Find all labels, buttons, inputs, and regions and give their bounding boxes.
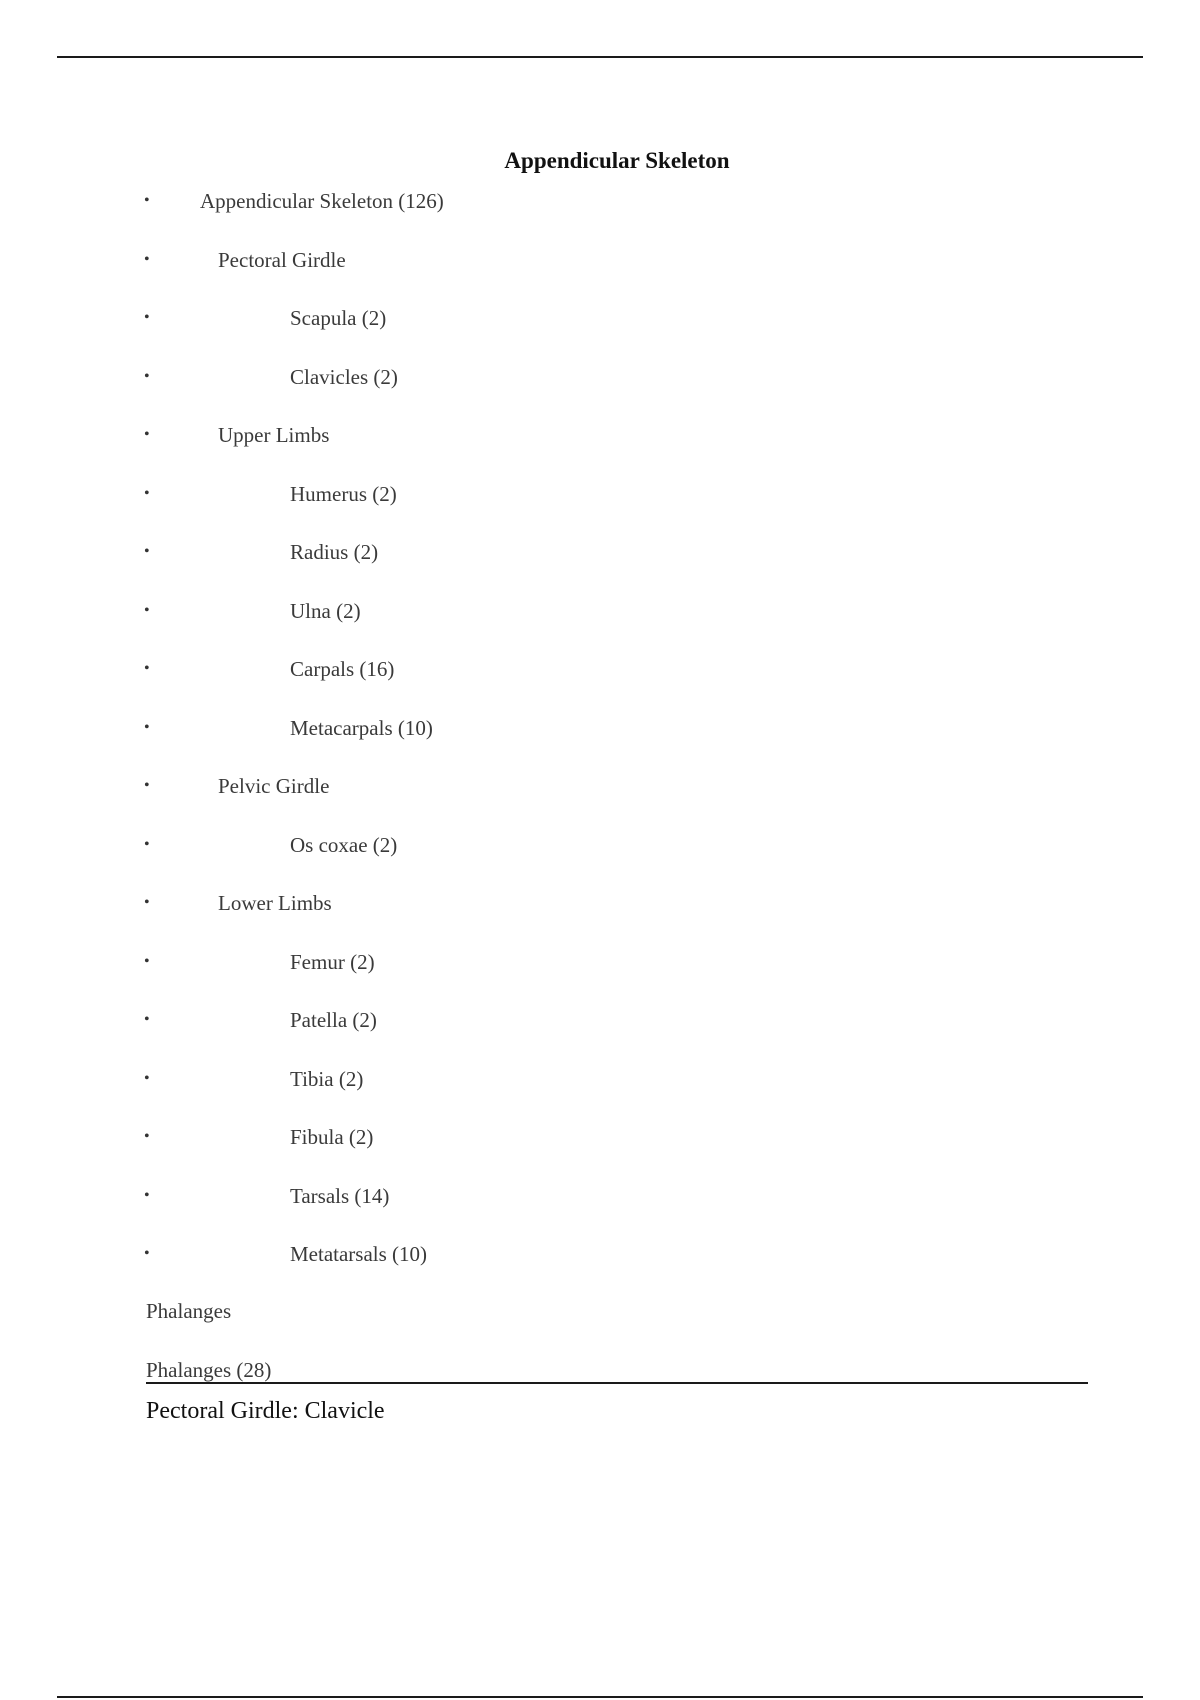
outline-item bbox=[0, 245, 1200, 275]
outline-item bbox=[0, 713, 1200, 743]
outline-item bbox=[0, 1005, 1200, 1035]
bullet-icon: • bbox=[144, 1011, 150, 1028]
outline-item bbox=[0, 830, 1200, 860]
outline-item-label: Pectoral Girdle bbox=[218, 248, 346, 272]
outline-item-label: Carpals (16) bbox=[290, 657, 395, 681]
outline-item bbox=[0, 1122, 1200, 1152]
section-rule bbox=[146, 1382, 1088, 1384]
outline-item-label: Clavicles (2) bbox=[290, 365, 398, 389]
outline-item bbox=[0, 537, 1200, 567]
outline-item-label: Appendicular Skeleton (126) bbox=[200, 189, 444, 213]
bullet-icon: • bbox=[144, 426, 150, 443]
bullet-icon: • bbox=[144, 309, 150, 326]
bullet-icon: • bbox=[144, 777, 150, 794]
bullet-icon: • bbox=[144, 1070, 150, 1087]
plain-line-phalanges-count: Phalanges (28) bbox=[146, 1358, 272, 1382]
outline-item-label: Upper Limbs bbox=[218, 423, 330, 447]
outline-item bbox=[0, 654, 1200, 684]
bullet-icon: • bbox=[144, 602, 150, 619]
bottom-rule bbox=[57, 1696, 1143, 1698]
outline-item bbox=[0, 771, 1200, 801]
bullet-icon: • bbox=[144, 894, 150, 911]
outline-item-label: Patella (2) bbox=[290, 1008, 377, 1032]
bullet-icon: • bbox=[144, 1245, 150, 1262]
bullet-icon: • bbox=[144, 660, 150, 677]
outline-item-label: Tarsals (14) bbox=[290, 1184, 390, 1208]
bullet-icon: • bbox=[144, 953, 150, 970]
outline-item bbox=[0, 596, 1200, 626]
outline-item-label: Pelvic Girdle bbox=[218, 774, 330, 798]
page-title: Appendicular Skeleton bbox=[504, 148, 730, 173]
bullet-icon: • bbox=[144, 1128, 150, 1145]
outline-item-label: Os coxae (2) bbox=[290, 833, 398, 857]
bullet-icon: • bbox=[144, 543, 150, 560]
outline-item-label: Metacarpals (10) bbox=[290, 716, 433, 740]
outline-item-label: Ulna (2) bbox=[290, 599, 361, 623]
plain-line-phalanges: Phalanges bbox=[146, 1299, 232, 1323]
bullet-icon: • bbox=[144, 251, 150, 268]
bullet-icon: • bbox=[144, 719, 150, 736]
outline-item bbox=[0, 479, 1200, 509]
bullet-icon: • bbox=[144, 192, 150, 209]
outline-item-label: Femur (2) bbox=[290, 950, 375, 974]
outline-item-label: Scapula (2) bbox=[290, 306, 387, 330]
outline-item-label: Lower Limbs bbox=[218, 891, 332, 915]
top-rule bbox=[57, 56, 1143, 58]
bullet-icon: • bbox=[144, 1187, 150, 1204]
bullet-icon: • bbox=[144, 485, 150, 502]
outline-item bbox=[0, 1181, 1200, 1211]
outline-item bbox=[0, 888, 1200, 918]
outline-item-label: Radius (2) bbox=[290, 540, 379, 564]
outline-item bbox=[0, 947, 1200, 977]
bullet-icon: • bbox=[144, 368, 150, 385]
outline-item-label: Fibula (2) bbox=[290, 1125, 374, 1149]
outline-item bbox=[0, 1239, 1200, 1269]
section-heading: Pectoral Girdle: Clavicle bbox=[146, 1398, 385, 1424]
outline-item bbox=[0, 186, 1200, 216]
outline-item bbox=[0, 303, 1200, 333]
bullet-icon: • bbox=[144, 836, 150, 853]
outline-item bbox=[0, 420, 1200, 450]
outline-item-label: Humerus (2) bbox=[290, 482, 397, 506]
outline-item-label: Metatarsals (10) bbox=[290, 1242, 428, 1266]
outline-item bbox=[0, 362, 1200, 392]
outline-item bbox=[0, 1064, 1200, 1094]
outline-item-label: Tibia (2) bbox=[290, 1067, 364, 1091]
